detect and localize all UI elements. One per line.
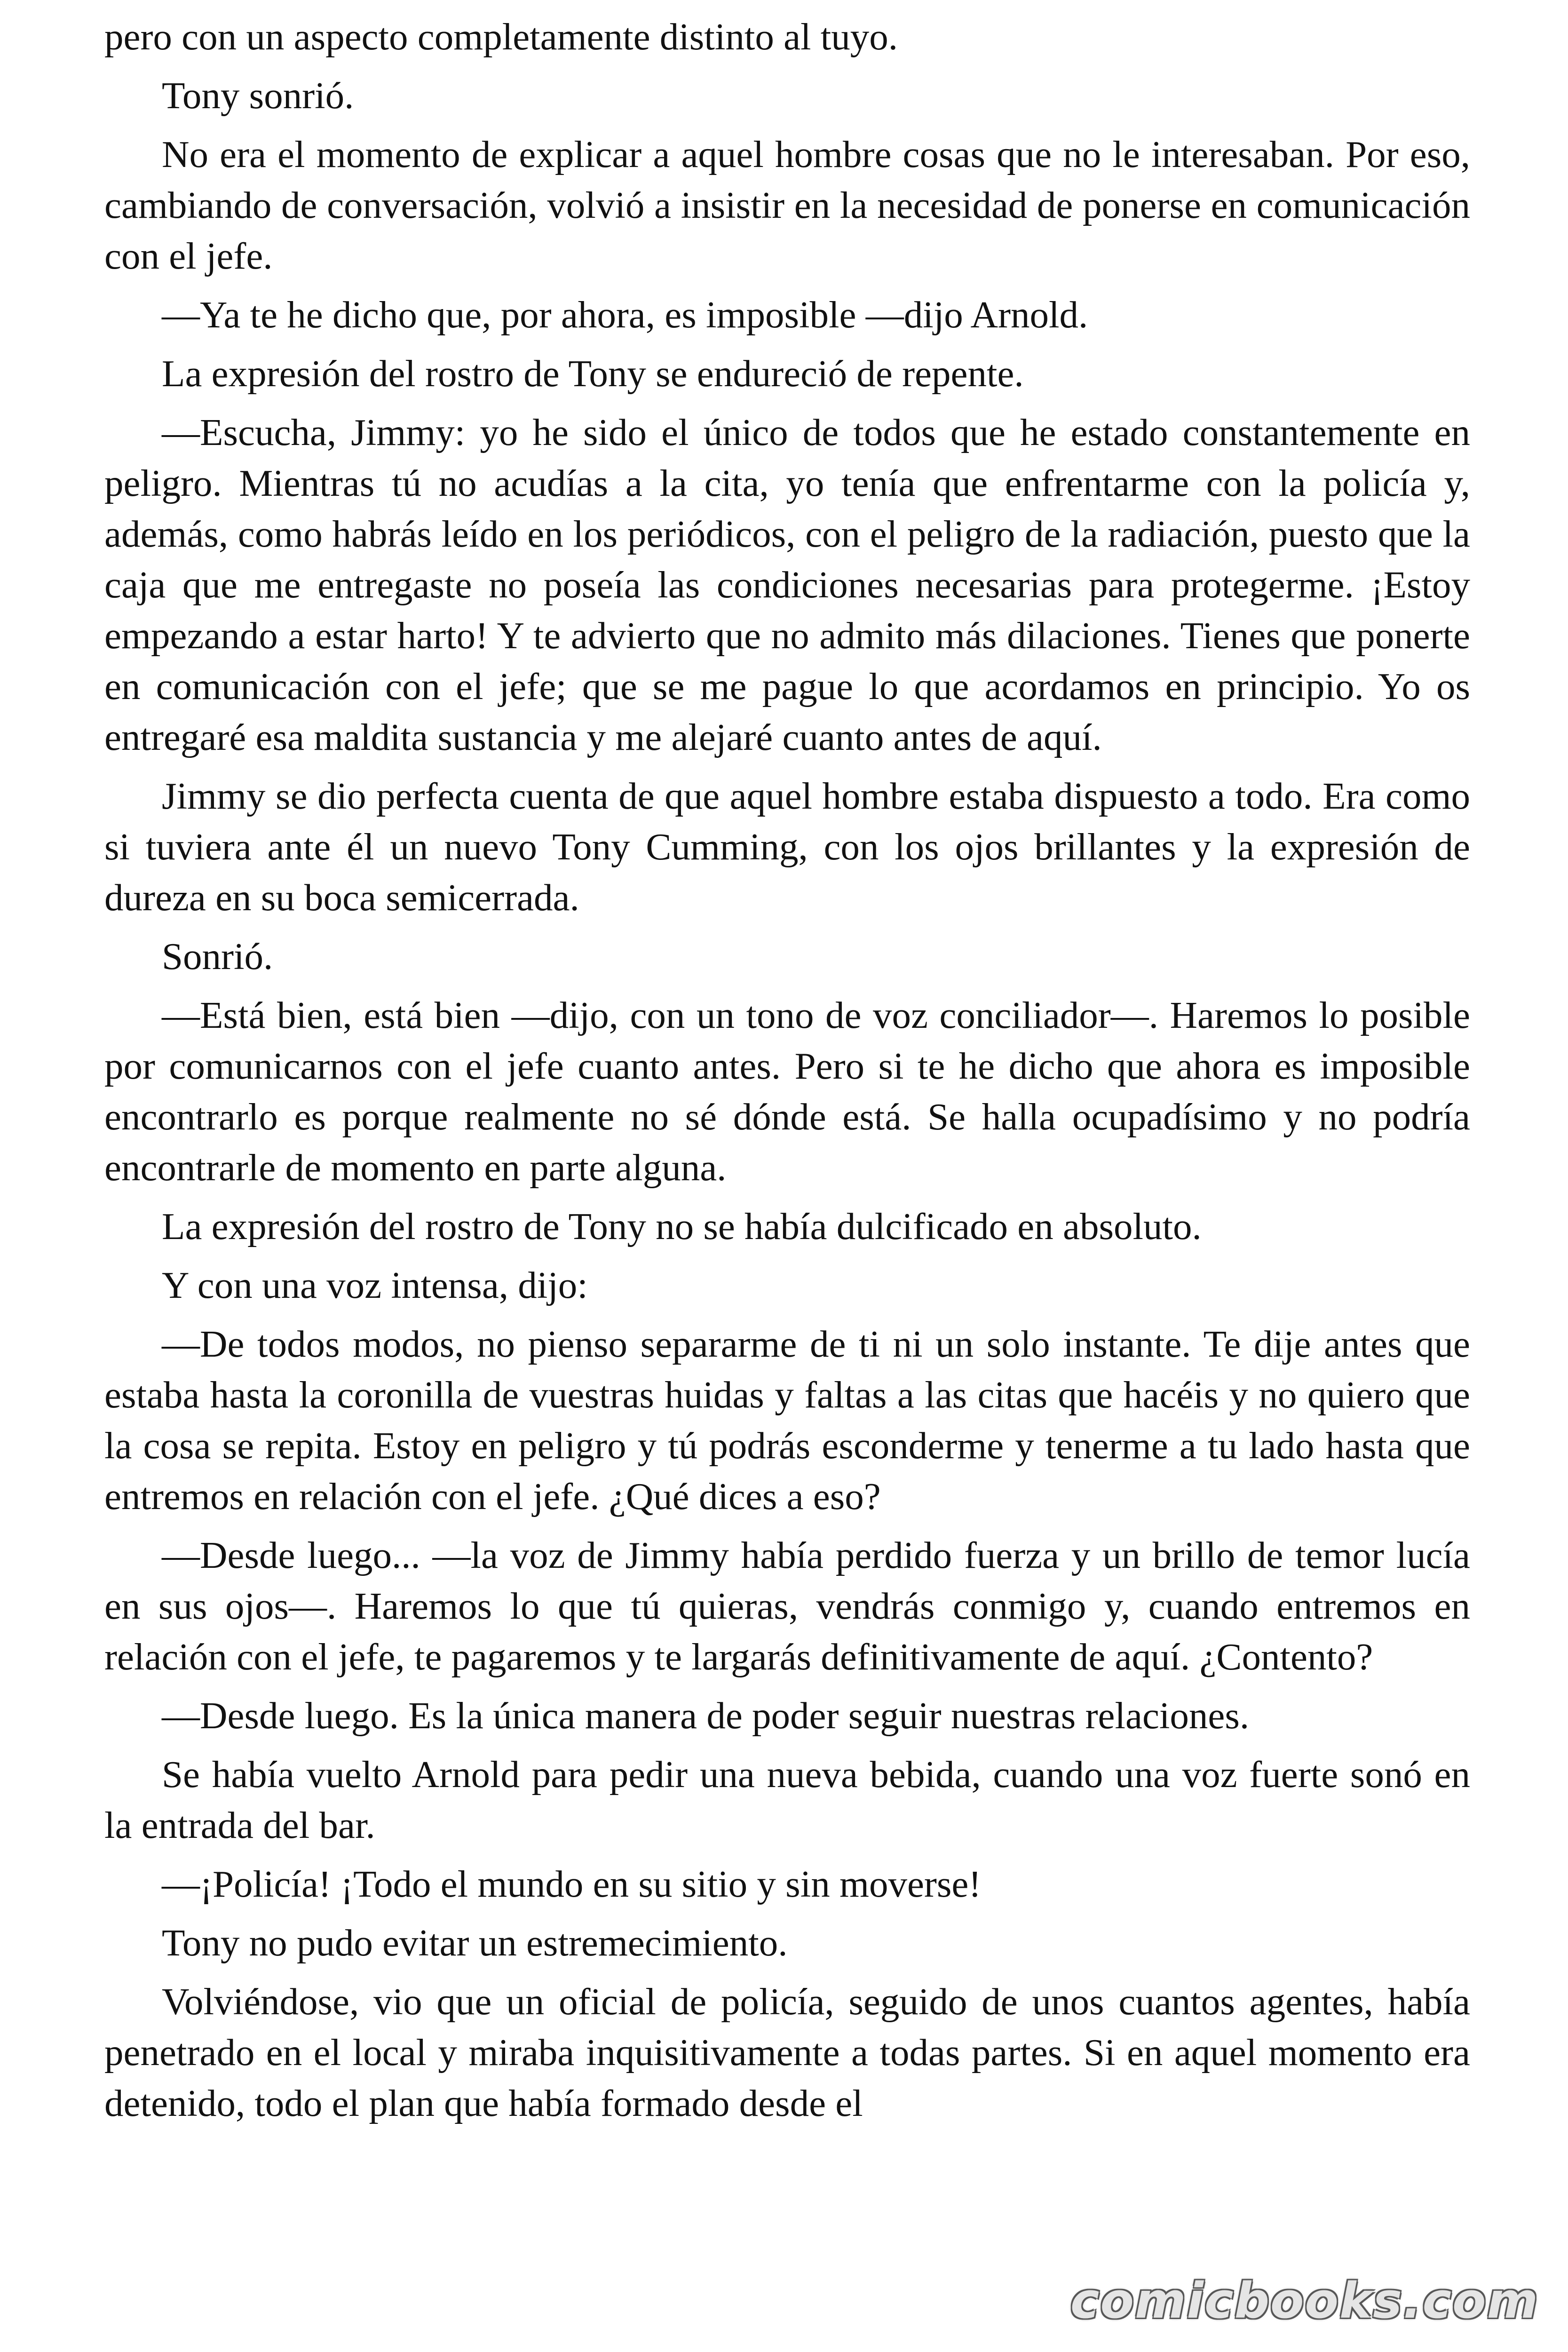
- paragraph: La expresión del rostro de Tony se endureció de repente.: [162, 352, 1024, 395]
- paragraph: Volviéndose, vio que un oficial de policía, seguido de unos cuantos agentes, había penetrado en el local y miraba inquisitivamente a todas partes. Si en aquel momento era detenido, todo el plan que había formado desde el: [104, 1980, 1470, 2124]
- paragraph: —De todos modos, no pienso separarme de ti ni un solo instante. Te dije antes que estaba hasta la coronilla de vuestras huidas y faltas a las citas que hacéis y no quiero que la cosa se repita. Estoy en peligro y tú podrás esconderme y tenerme a tu lado hasta que entremos en relación con el jefe. ¿Qué dices a eso?: [104, 1323, 1470, 1518]
- paragraph: Jimmy se dio perfecta cuenta de que aquel hombre estaba dispuesto a todo. Era como si tuviera ante él un nuevo Tony Cumming, con los ojos brillantes y la expresión de dureza en su boca semicerrada.: [104, 775, 1470, 919]
- paragraph: No era el momento de explicar a aquel hombre cosas que no le interesaban. Por eso, cambiando de conversación, volvió a insistir en la necesidad de ponerse en comunicación con el jefe.: [104, 133, 1470, 277]
- paragraph: —Ya te he dicho que, por ahora, es imposible —dijo Arnold.: [162, 294, 1088, 336]
- watermark: comicbooks.com: [1070, 2272, 1539, 2329]
- paragraph: Tony no pudo evitar un estremecimiento.: [162, 1922, 788, 1964]
- paragraph: —¡Policía! ¡Todo el mundo en su sitio y sin moverse!: [162, 1863, 982, 1905]
- paragraph: —Desde luego... —la voz de Jimmy había perdido fuerza y un brillo de temor lucía en sus ojos—. Haremos lo que tú quieras, vendrás conmigo y, cuando entremos en relación con el jefe, te pagaremos y te largarás definitivamente de aquí. ¿Contento?: [104, 1534, 1470, 1678]
- paragraph: La expresión del rostro de Tony no se había dulcificado en absoluto.: [162, 1205, 1202, 1248]
- body-text: [104, 11, 1470, 2137]
- paragraph: —Está bien, está bien —dijo, con un tono de voz conciliador—. Haremos lo posible por comunicarnos con el jefe cuanto antes. Pero si te he dicho que ahora es imposible encontrarlo es porque realmente no sé dónde está. Se halla ocupadísimo y no podría encontrarle de momento en parte alguna.: [104, 994, 1470, 1189]
- paragraph: pero con un aspecto completamente distinto al tuyo.: [104, 16, 898, 58]
- paragraph: —Escucha, Jimmy: yo he sido el único de todos que he estado constantemente en peligro. Mientras tú no acudías a la cita, yo tenía que enfrentarme con la policía y, además, como habrás leído en los periódicos, con el peligro de la radiación, puesto que la caja que me entregaste no poseía las condiciones necesarias para protegerme. ¡Estoy empezando a estar harto! Y te advierto que no admito más dilaciones. Tienes que ponerte en comunicación con el jefe; que se me pague lo que acordamos en principio. Yo os entregaré esa maldita sustancia y me alejaré cuanto antes de aquí.: [104, 411, 1470, 758]
- paragraph: Tony sonrió.: [162, 74, 354, 117]
- paragraph: Sonrió.: [162, 935, 273, 977]
- paragraph: Se había vuelto Arnold para pedir una nueva bebida, cuando una voz fuerte sonó en la entrada del bar.: [104, 1753, 1470, 1846]
- paragraph: —Desde luego. Es la única manera de poder seguir nuestras relaciones.: [162, 1694, 1250, 1737]
- paragraph: Y con una voz intensa, dijo:: [162, 1264, 588, 1306]
